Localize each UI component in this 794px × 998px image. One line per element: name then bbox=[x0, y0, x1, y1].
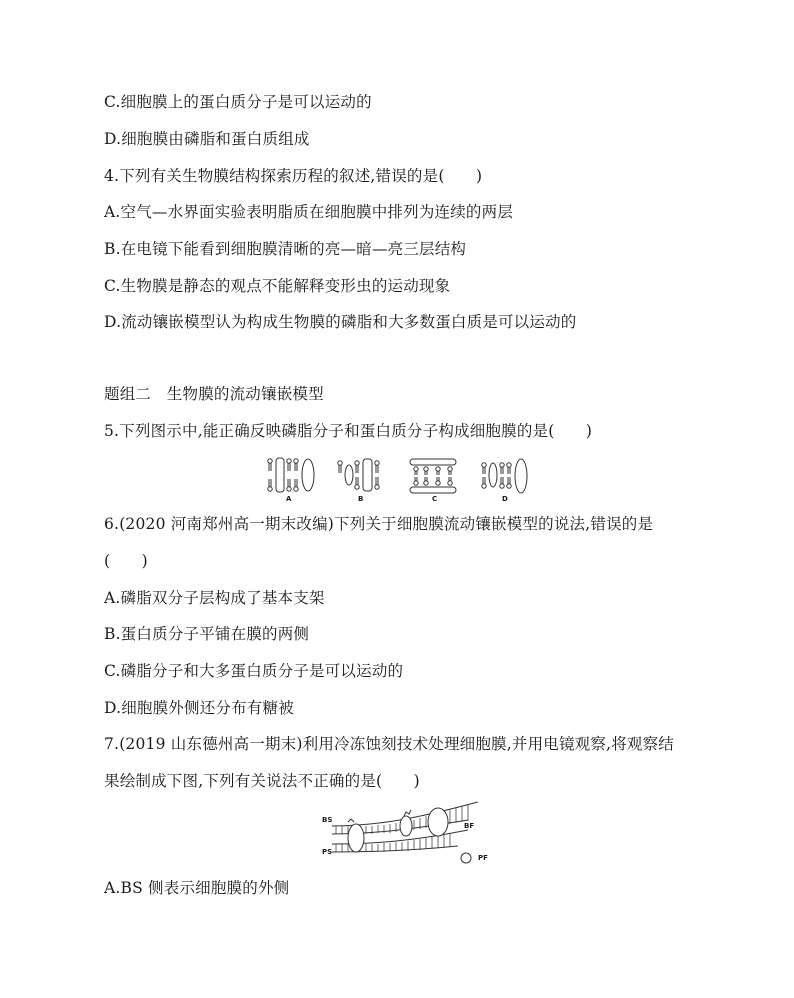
question-5: 5.下列图示中,能正确反映磷脂分子和蛋白质分子构成细胞膜的是( ) bbox=[104, 422, 593, 440]
q3-option-d: D.细胞膜由磷脂和蛋白质组成 bbox=[104, 130, 310, 148]
question-4: 4.下列有关生物膜结构探索历程的叙述,错误的是( ) bbox=[104, 167, 483, 185]
label-pf: PF bbox=[478, 854, 488, 862]
q4-option-d: D.流动镶嵌模型认为构成生物膜的磷脂和大多数蛋白质是可以运动的 bbox=[104, 313, 577, 331]
q4-option-c: C.生物膜是静态的观点不能解释变形虫的运动现象 bbox=[104, 277, 451, 295]
label-bf: BF bbox=[464, 822, 475, 830]
section-heading-group2: 题组二 生物膜的流动镶嵌模型 bbox=[104, 385, 324, 403]
model-label-d: D bbox=[502, 495, 508, 503]
question-6-paren: ( ) bbox=[104, 552, 148, 570]
question-6: 6.(2020 河南郑州高一期末改编)下列关于细胞膜流动镶嵌模型的说法,错误的是 bbox=[104, 515, 654, 533]
model-a bbox=[268, 458, 314, 492]
q6-option-b: B.蛋白质分子平铺在膜的两侧 bbox=[104, 625, 310, 643]
membrane-models-diagram bbox=[262, 455, 532, 497]
question-7-line1: 7.(2019 山东德州高一期末)利用冷冻蚀刻技术处理细胞膜,并用电镜观察,将观察结 bbox=[104, 735, 675, 753]
model-b bbox=[338, 459, 379, 491]
q5-figure bbox=[262, 455, 532, 507]
freeze-etch-diagram bbox=[318, 800, 498, 870]
q4-option-b: B.在电镜下能看到细胞膜清晰的亮—暗—亮三层结构 bbox=[104, 240, 467, 258]
q3-option-c: C.细胞膜上的蛋白质分子是可以运动的 bbox=[104, 93, 372, 111]
q6-option-c: C.磷脂分子和大多蛋白质分子是可以运动的 bbox=[104, 662, 404, 680]
question-7-line2: 果绘制成下图,下列有关说法不正确的是( ) bbox=[104, 772, 420, 790]
model-c bbox=[410, 459, 456, 493]
q6-option-a: A.磷脂双分子层构成了基本支架 bbox=[104, 589, 325, 607]
model-d bbox=[482, 459, 527, 493]
q7-freeze-etch-figure bbox=[318, 800, 498, 870]
label-bs: BS bbox=[322, 816, 333, 824]
q6-option-d: D.细胞膜外侧还分布有糖被 bbox=[104, 699, 294, 717]
q7-option-a: A.BS 侧表示细胞膜的外侧 bbox=[104, 879, 290, 897]
label-ps: PS bbox=[322, 848, 333, 856]
q4-option-a: A.空气—水界面实验表明脂质在细胞膜中排列为连续的两层 bbox=[104, 203, 514, 221]
model-label-c: C bbox=[432, 495, 438, 503]
model-label-a: A bbox=[286, 495, 292, 503]
model-label-b: B bbox=[358, 495, 364, 503]
